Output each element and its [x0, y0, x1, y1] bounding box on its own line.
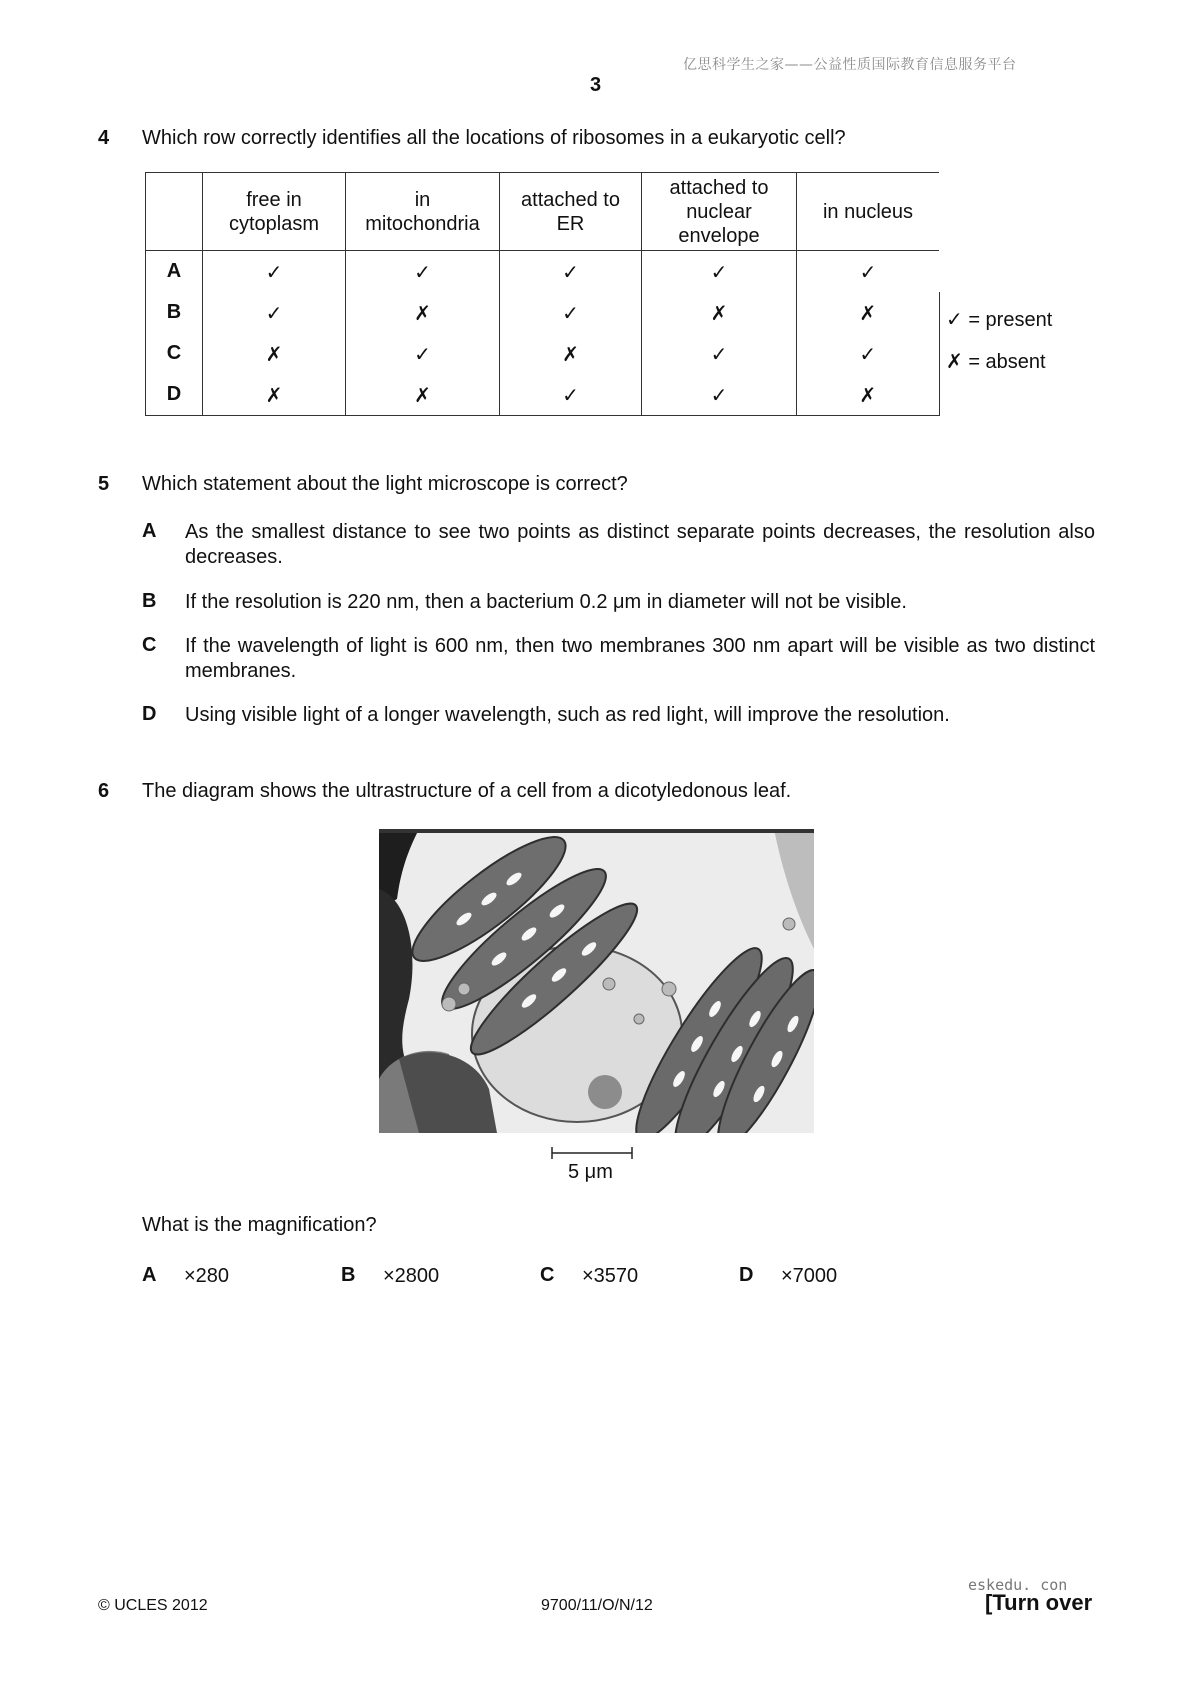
mark-cell: ✗: [203, 374, 346, 416]
q6-question-text: What is the magnification?: [142, 1214, 377, 1236]
q5-option-a-text: As the smallest distance to see two points as distinct separate points decreases, the resolution also decreases.: [185, 521, 1095, 568]
q6-option-c-text: ×3570: [582, 1265, 639, 1287]
mark-cell: ✓: [797, 251, 940, 293]
mark-cell: ✗: [203, 333, 346, 374]
electron-micrograph: [379, 829, 814, 1133]
q5-option-a-letter: A: [142, 520, 157, 542]
question-4-text: Which row correctly identifies all the locations of ribosomes in a eukaryotic cell?: [142, 127, 846, 149]
header-attached-to-nuclear-envelope: attached to nuclear envelope: [642, 173, 797, 251]
header-free-in-cytoplasm: free in cytoplasm: [203, 173, 346, 251]
table-header-row: [146, 173, 940, 251]
mark-cell: ✗: [797, 292, 940, 333]
header-attached-to-er: attached to ER: [500, 173, 642, 251]
q6-option-b-letter: B: [341, 1264, 356, 1286]
watermark-text: 亿思科学生之家——公益性质国际教育信息服务平台: [683, 57, 1017, 73]
footer-turn-over: [Turn over: [985, 1590, 1093, 1615]
mark-cell: ✓: [642, 333, 797, 374]
mark-cell: ✗: [500, 333, 642, 374]
q6-option-b-text: ×2800: [383, 1265, 440, 1287]
table-row: [146, 251, 940, 293]
mark-cell: ✗: [642, 292, 797, 333]
q5-option-d-letter: D: [142, 703, 157, 725]
mark-cell: ✓: [500, 374, 642, 416]
mark-cell: ✓: [642, 374, 797, 416]
mark-cell: ✓: [500, 251, 642, 293]
mark-cell: ✓: [642, 251, 797, 293]
scale-bar-label: 5 μm: [568, 1161, 613, 1183]
table-row: [146, 333, 940, 374]
legend-present: ✓ = present: [946, 309, 1053, 331]
ribosome-table: [145, 172, 940, 416]
table-row: [146, 292, 940, 333]
mark-cell: ✗: [797, 374, 940, 416]
q5-option-c-letter: C: [142, 634, 157, 656]
question-4-number: 4: [98, 127, 110, 149]
q6-option-c-letter: C: [540, 1264, 555, 1286]
row-label: A: [146, 251, 203, 293]
scale-bar: [550, 1146, 634, 1160]
q6-option-a-letter: A: [142, 1264, 157, 1286]
mark-cell: ✓: [346, 333, 500, 374]
mark-cell: ✓: [346, 251, 500, 293]
question-6-number: 6: [98, 780, 110, 802]
question-5-number: 5: [98, 473, 110, 495]
q5-option-c-text: If the wavelength of light is 600 nm, then two membranes 300 nm apart will be visible as two distinct membranes.: [185, 635, 1095, 682]
q5-option-b-letter: B: [142, 590, 157, 612]
table-corner-cell: [146, 173, 203, 251]
mark-cell: ✓: [203, 292, 346, 333]
row-label: B: [146, 292, 203, 333]
q6-option-d-text: ×7000: [781, 1265, 838, 1287]
legend-absent: ✗ = absent: [946, 351, 1046, 373]
header-in-nucleus: in nucleus: [797, 173, 940, 251]
mark-cell: ✓: [797, 333, 940, 374]
page-number: 3: [590, 74, 602, 96]
header-in-mitochondria: in mitochondria: [346, 173, 500, 251]
mark-cell: ✓: [500, 292, 642, 333]
q5-option-b-text: If the resolution is 220 nm, then a bacterium 0.2 μm in diameter will not be visible.: [185, 591, 907, 613]
q5-option-d-text: Using visible light of a longer wavelength, such as red light, will improve the resolution.: [185, 704, 950, 726]
mark-cell: ✗: [346, 374, 500, 416]
mark-cell: ✗: [346, 292, 500, 333]
row-label: C: [146, 333, 203, 374]
mark-cell: ✓: [203, 251, 346, 293]
question-6-text: The diagram shows the ultrastructure of a cell from a dicotyledonous leaf.: [142, 780, 792, 802]
q6-option-a-text: ×280: [184, 1265, 230, 1287]
footer-copyright: © UCLES 2012: [98, 1597, 208, 1614]
footer-paper-code: 9700/11/O/N/12: [541, 1597, 653, 1614]
question-5-text: Which statement about the light microscope is correct?: [142, 473, 628, 495]
q6-option-d-letter: D: [739, 1264, 754, 1286]
footer-site-text: eskedu. con: [968, 1576, 1068, 1594]
row-label: D: [146, 374, 203, 416]
table-row: [146, 374, 940, 416]
